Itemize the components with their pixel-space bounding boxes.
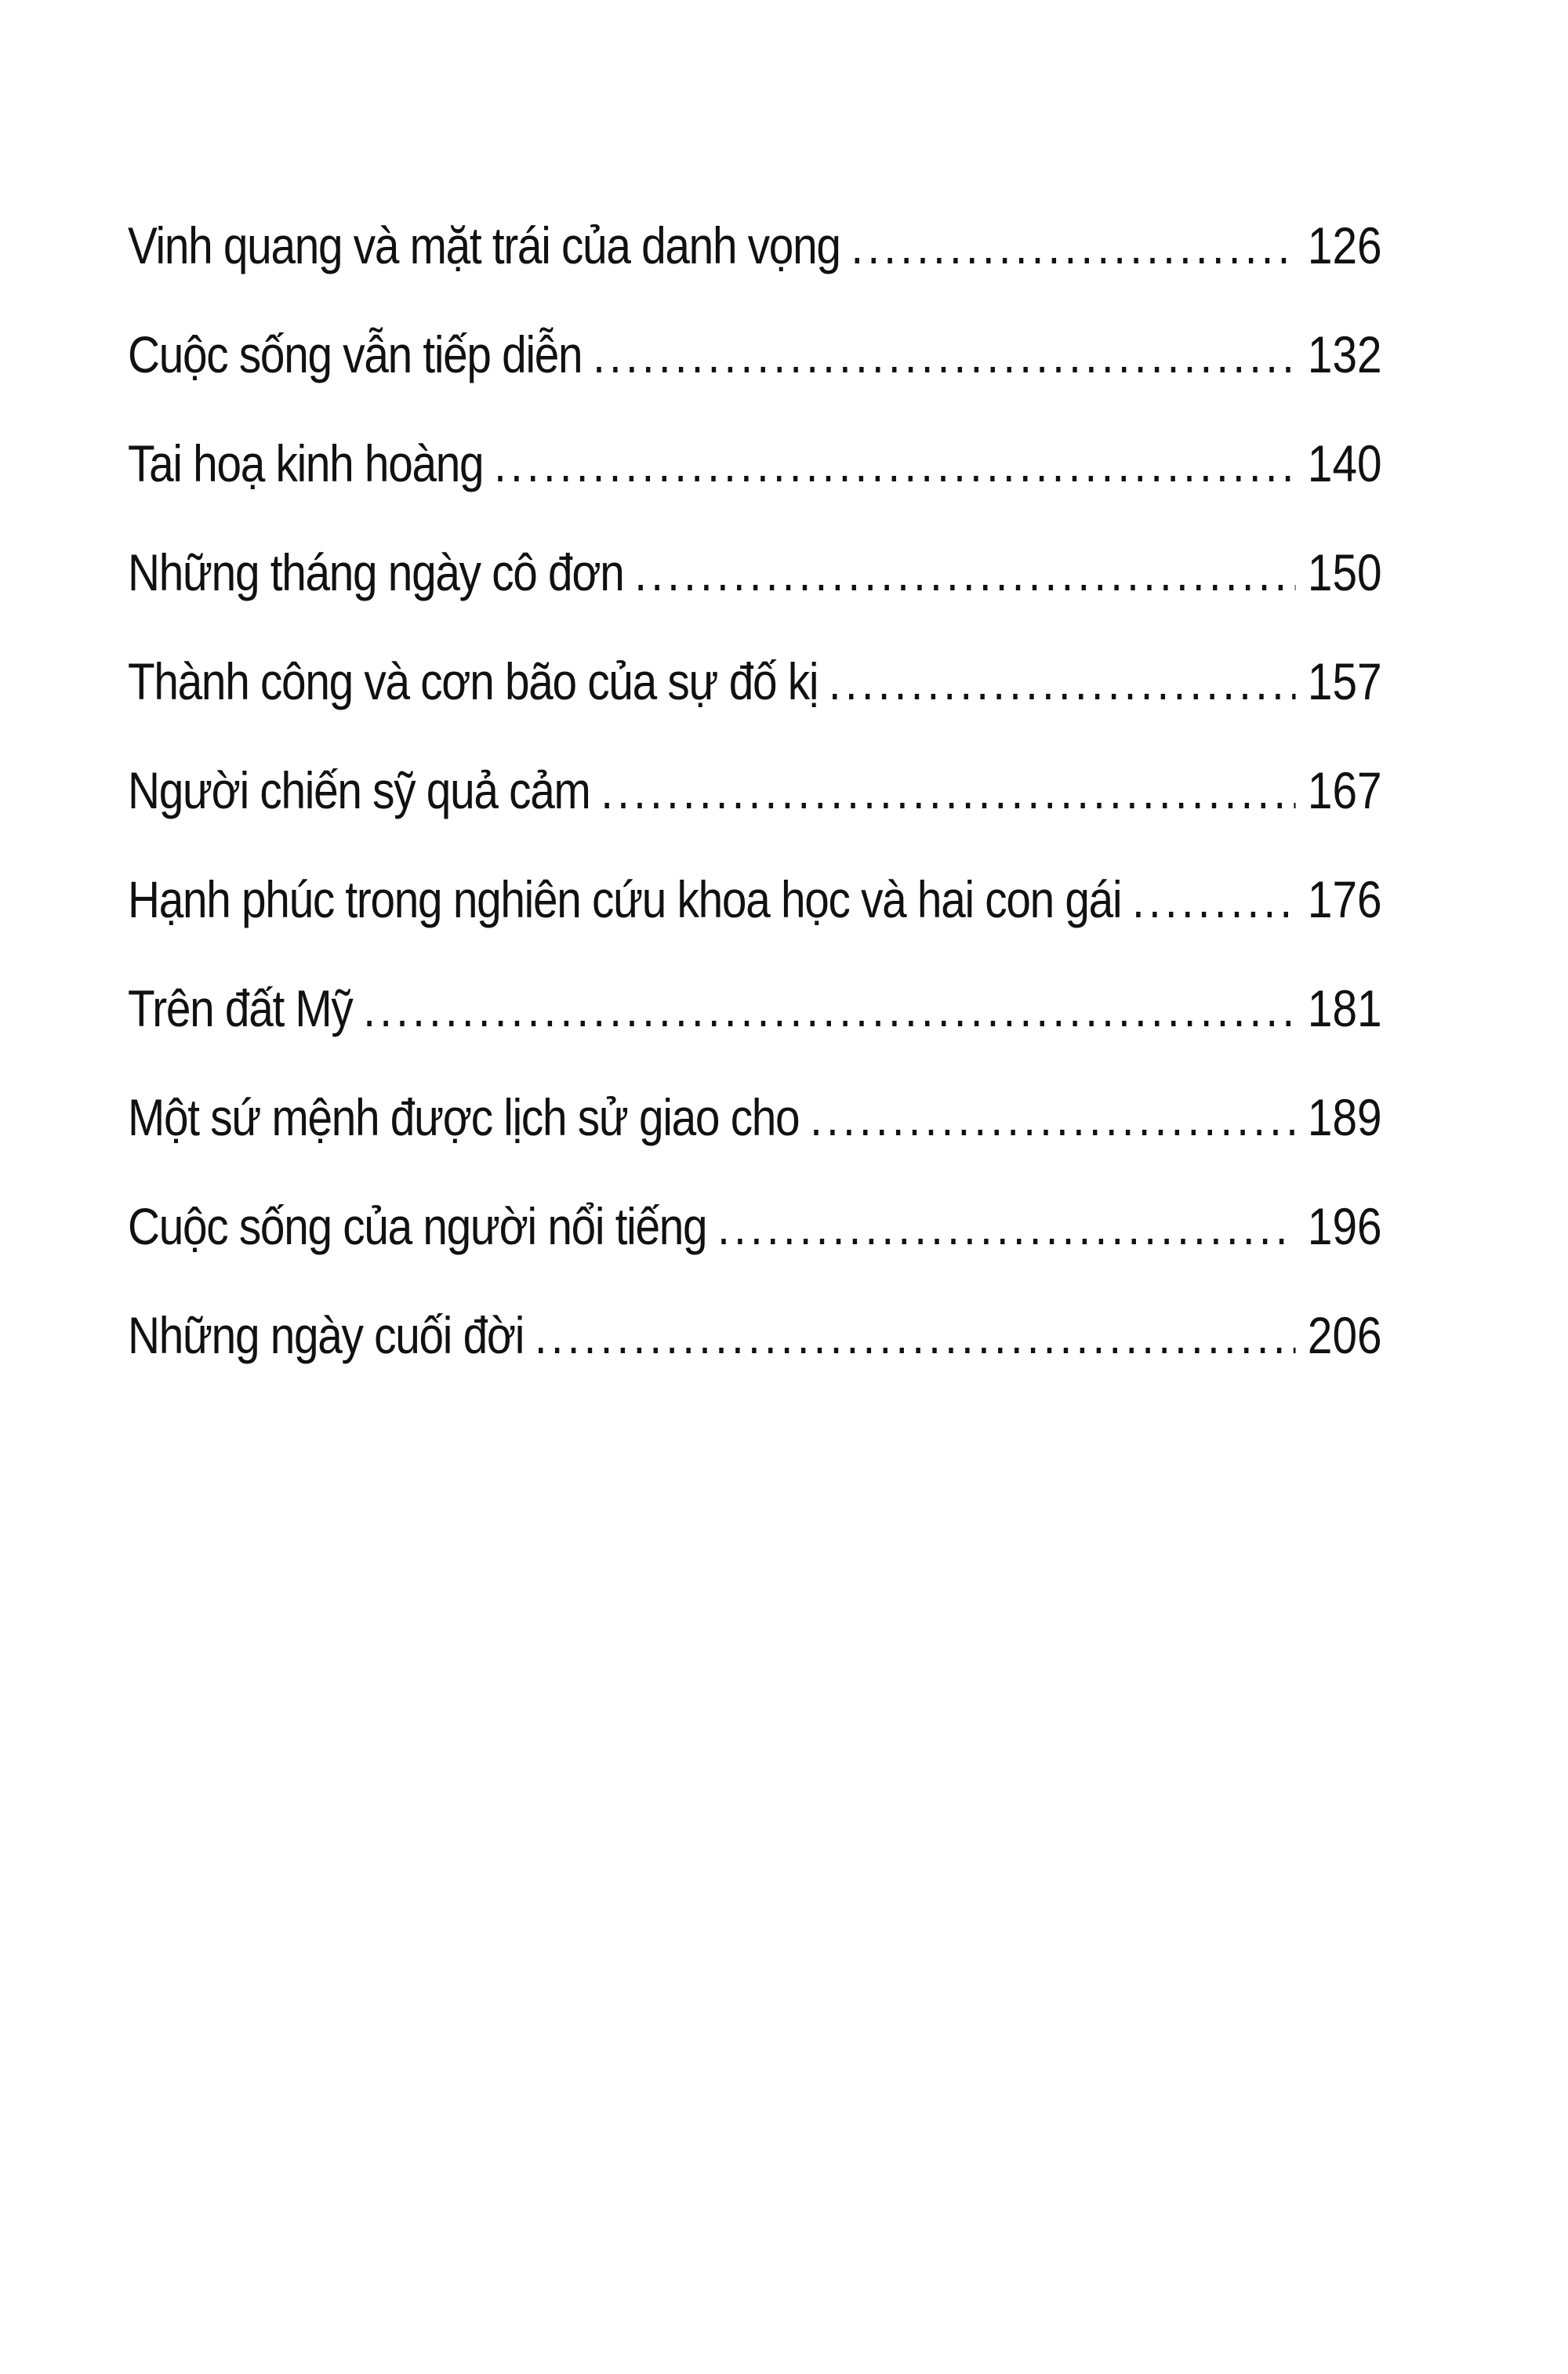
toc-entry-title: Tai hoạ kinh hoàng: [128, 434, 484, 492]
toc-entry-title: Những tháng ngày cô đơn: [128, 543, 624, 601]
toc-entry-page-number: 206: [1307, 1306, 1382, 1364]
toc-entry-page-number: 150: [1307, 543, 1382, 601]
toc-entry: [128, 543, 1382, 655]
toc-entry: [128, 1197, 1382, 1309]
toc-entry: [128, 1306, 1382, 1418]
toc-entry-title: Vinh quang và mặt trái của danh vọng: [128, 216, 840, 274]
toc-entry-title: Một sứ mệnh được lịch sử giao cho: [128, 1088, 800, 1146]
toc-entry-page-number: 181: [1307, 979, 1382, 1037]
toc-entry-page-number: 126: [1307, 216, 1382, 274]
toc-entry-page-number: 176: [1307, 870, 1382, 928]
toc-entry: [128, 761, 1382, 873]
toc-dot-leader: [717, 1200, 1295, 1252]
toc-entry: [128, 870, 1382, 982]
toc-entry-page-number: 157: [1307, 652, 1382, 710]
toc-entry-title: Thành công và cơn bão của sự đố kị: [128, 652, 818, 710]
toc-entry: [128, 979, 1382, 1091]
toc-entry-page-number: 167: [1307, 761, 1382, 819]
toc-entry-page-number: 132: [1307, 325, 1382, 383]
toc-dot-leader: [535, 1309, 1296, 1361]
toc-entry-page-number: 140: [1307, 434, 1382, 492]
toc-dot-leader: [494, 437, 1295, 489]
toc-entry-title: Hạnh phúc trong nghiên cứu khoa học và hai con gái: [128, 870, 1122, 928]
toc-entry-title: Trên đất Mỹ: [128, 979, 353, 1037]
toc-dot-leader: [829, 655, 1295, 707]
toc-entry: [128, 216, 1382, 329]
toc-dot-leader: [634, 546, 1295, 598]
toc-dot-leader: [1132, 873, 1295, 925]
table-of-contents: [128, 216, 1382, 1418]
toc-entry: [128, 652, 1382, 764]
toc-entry: [128, 1088, 1382, 1200]
toc-entry-title: Cuộc sống của người nổi tiếng: [128, 1197, 707, 1255]
toc-entry-title: Những ngày cuối đời: [128, 1306, 524, 1364]
toc-dot-leader: [810, 1091, 1295, 1143]
toc-entry-title: Cuộc sống vẫn tiếp diễn: [128, 325, 583, 383]
toc-entry-page-number: 189: [1307, 1088, 1382, 1146]
toc-dot-leader: [851, 220, 1295, 271]
toc-dot-leader: [363, 982, 1295, 1034]
toc-dot-leader: [593, 329, 1295, 380]
toc-entry-title: Người chiến sỹ quả cảm: [128, 761, 590, 819]
toc-entry-page-number: 196: [1307, 1197, 1382, 1255]
toc-dot-leader: [601, 764, 1295, 816]
toc-entry: [128, 434, 1382, 546]
toc-entry: [128, 325, 1382, 437]
